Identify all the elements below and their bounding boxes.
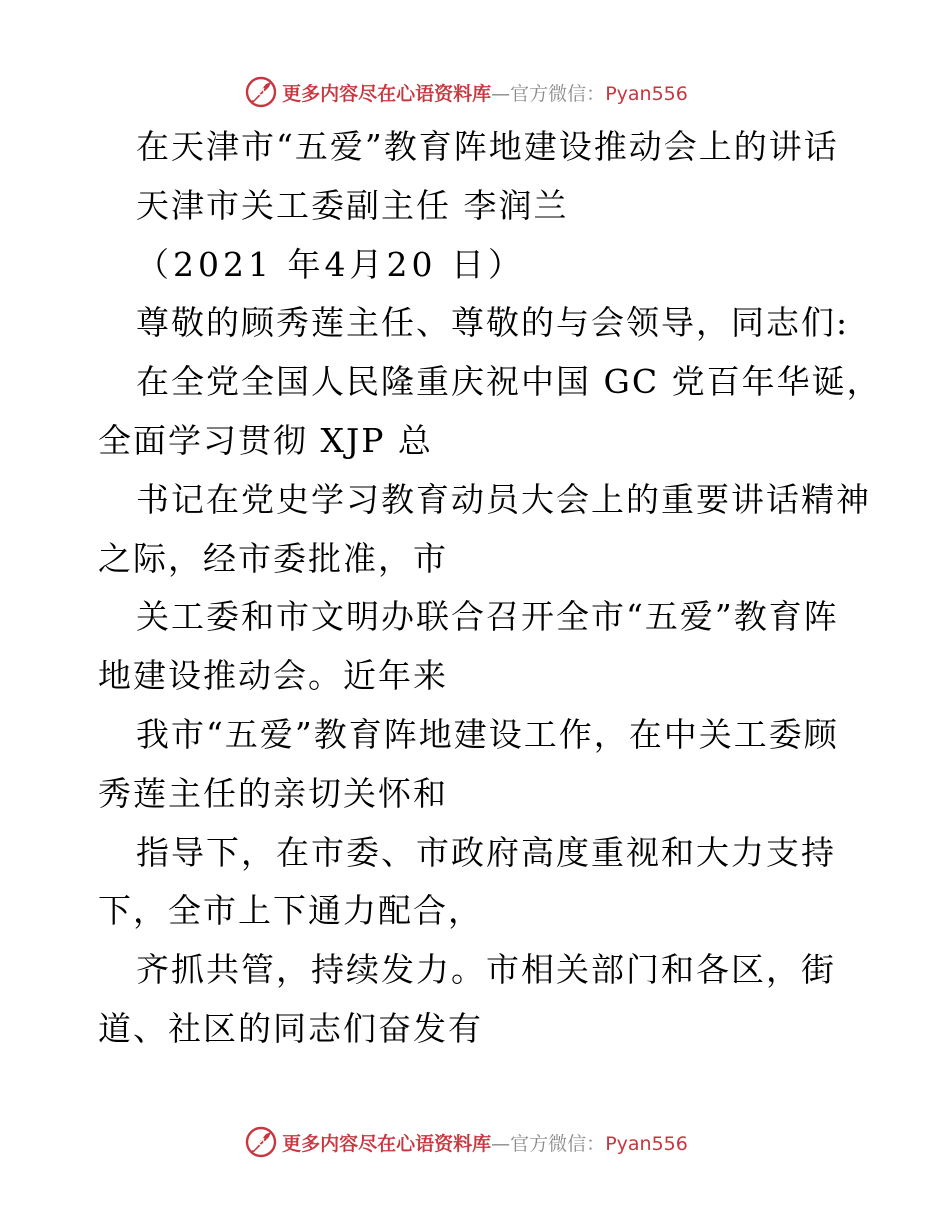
document-date: （2021 年4月20 日） [136,244,525,284]
document-author: 天津市关工委副主任 李润兰 [136,185,569,225]
header-watermark [0,72,950,112]
document-body [98,118,882,1059]
body-line: 关工委和市文明办联合召开全市“五爱”教育阵 [136,597,839,637]
footer-brand: 更多内容尽在心语资料库 [282,1132,492,1155]
body-line: 齐抓共管，持续发力。市相关部门和各区，街 [136,950,836,990]
body-line: 在全党全国人民隆重庆祝中国 GC 党百年华诞， [136,362,882,402]
body-line: 地建设推动会。近年来 [98,656,448,696]
quill-logo-icon [244,1125,278,1159]
header-wechat-id: Pyan556 [605,82,688,105]
body-line: 之际，经市委批准，市 [98,538,448,578]
footer-separator: —官方微信： [491,1132,606,1155]
header-separator: —官方微信： [491,82,606,105]
footer-watermark [0,1122,950,1162]
document-title: 在天津市“五爱”教育阵地建设推动会上的讲话 [136,127,839,166]
footer-wechat-id: Pyan556 [605,1132,688,1155]
body-line: 道、社区的同志们奋发有 [98,1008,483,1048]
body-line: 全面学习贯彻 XJP 总 [98,420,433,460]
header-brand: 更多内容尽在心语资料库 [282,82,492,105]
document-salutation: 尊敬的顾秀莲主任、尊敬的与会领导，同志们: [136,303,850,343]
footer-watermark-text [282,1129,688,1156]
body-line: 书记在党史学习教育动员大会上的重要讲话精神 [136,479,871,519]
header-watermark-text [282,79,688,106]
body-line: 下，全市上下通力配合， [98,891,483,931]
body-line: 我市“五爱”教育阵地建设工作，在中关工委顾 [136,714,839,754]
body-line: 指导下，在市委、市政府高度重视和大力支持 [136,832,836,872]
quill-logo-icon [244,75,278,109]
body-line: 秀莲主任的亲切关怀和 [98,773,448,813]
